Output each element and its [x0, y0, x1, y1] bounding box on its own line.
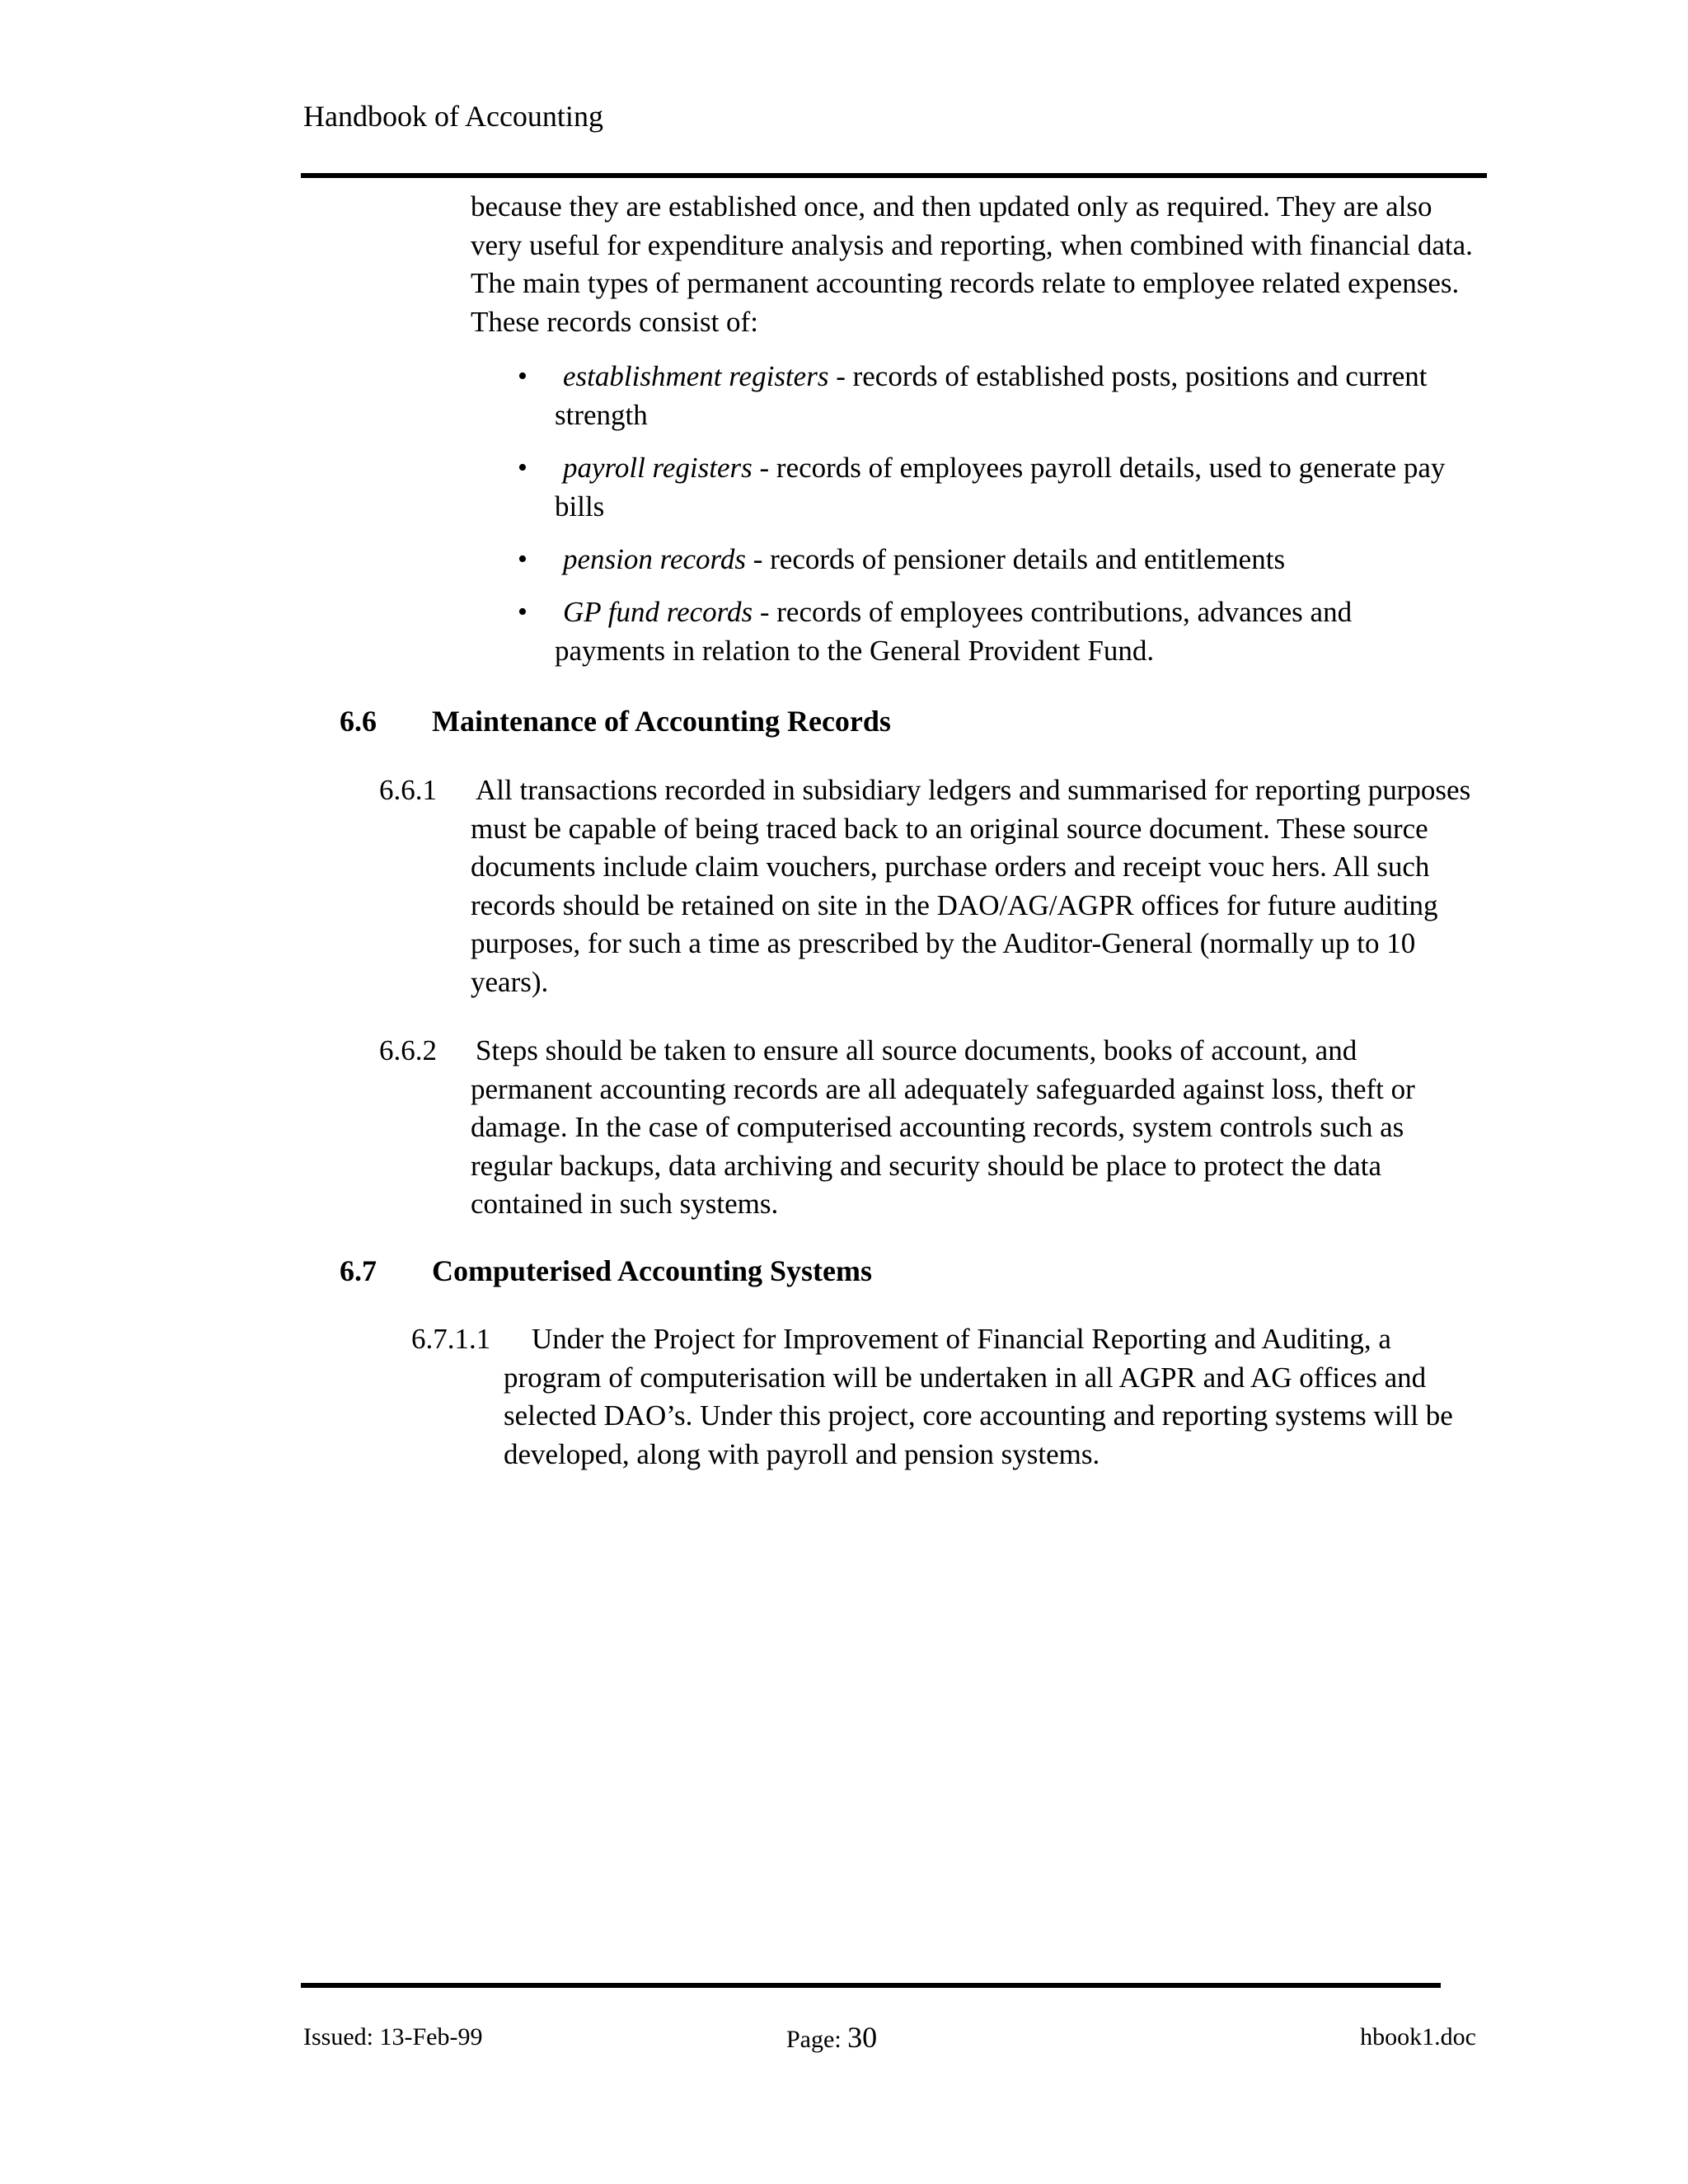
paragraph-line: permanent accounting records are all adequately safeguarded against loss, theft or [471, 1072, 1415, 1105]
intro-line: The main types of permanent accounting records relate to employee related expenses. [471, 267, 1460, 300]
paragraph-line: contained in such systems. [471, 1188, 779, 1220]
bullet-first-line [563, 449, 1445, 488]
bullet-term: pension records [563, 543, 746, 575]
bullet-term: establishment registers [563, 360, 829, 392]
footer-page-number [786, 2021, 877, 2056]
bullet-term: GP fund records [563, 596, 753, 628]
intro-line: very useful for expenditure analysis and reporting, when combined with financial data. [471, 228, 1473, 261]
bullet-text: - records of pensioner details and entitlements [745, 543, 1286, 575]
paragraph-number: 6.6.1 [379, 774, 437, 806]
bullet-icon: • [518, 361, 528, 391]
page-number: 30 [847, 2021, 878, 2054]
paragraph-line: documents include claim vouchers, purchase orders and receipt vouc hers. All such [471, 851, 1430, 883]
bullet-icon: • [518, 452, 528, 483]
paragraph-line: selected DAO’s. Under this project, core accounting and reporting systems will be [504, 1399, 1453, 1432]
paragraph-number: 6.7.1.1 [411, 1323, 491, 1355]
paragraph-line: records should be retained on site in the DAO/AG/AGPR offices for future auditing [471, 888, 1438, 921]
section-number: 6.6 [340, 705, 377, 738]
footer-divider [301, 1983, 1441, 1988]
paragraph-line: Under the Project for Improvement of Financial Reporting and Auditing, a [532, 1323, 1391, 1355]
intro-line: because they are established once, and then updated only as required. They are also [471, 190, 1432, 223]
paragraph-line: years). [471, 965, 549, 998]
intro-line: These records consist of: [471, 306, 758, 339]
bullet-first-line [563, 593, 1352, 632]
header-divider [301, 173, 1487, 178]
page-header-title: Handbook of Accounting [303, 100, 603, 133]
bullet-text: - records of employees payroll details, used to generate pay [752, 452, 1446, 484]
bullet-text: - records of established posts, positions and current [828, 360, 1428, 392]
paragraph-line: program of computerisation will be undertaken in all AGPR and AG offices and [504, 1361, 1427, 1394]
bullet-icon: • [518, 597, 528, 627]
bullet-term: payroll registers [563, 452, 753, 484]
bullet-icon: • [518, 544, 528, 574]
bullet-text: - records of employees contributions, advances and [753, 596, 1353, 628]
paragraph-line: purposes, for such a time as prescribed by the Auditor-General (normally up to 10 [471, 927, 1416, 959]
paragraph-line: All transactions recorded in subsidiary ledgers and summarised for reporting purposes [476, 774, 1471, 806]
section-number: 6.7 [340, 1254, 377, 1287]
paragraph-line: developed, along with payroll and pension systems. [504, 1437, 1100, 1470]
bullet-continuation: bills [555, 490, 605, 523]
section-title: Computerised Accounting Systems [432, 1254, 873, 1287]
paragraph-line: Steps should be taken to ensure all source documents, books of account, and [476, 1034, 1357, 1066]
paragraph-number: 6.6.2 [379, 1034, 437, 1066]
section-title: Maintenance of Accounting Records [432, 705, 891, 738]
paragraph-line: regular backups, data archiving and security should be place to protect the data [471, 1149, 1381, 1182]
page-label: Page: [786, 2026, 848, 2053]
paragraph-line: damage. In the case of computerised accounting records, system controls such as [471, 1111, 1404, 1143]
bullet-first-line [563, 541, 1285, 579]
intro-paragraph [471, 188, 1473, 342]
paragraph-line: must be capable of being traced back to an original source document. These source [471, 812, 1428, 845]
bullet-continuation: payments in relation to the General Provident Fund. [555, 634, 1155, 667]
bullet-first-line [563, 358, 1428, 396]
footer-filename: hbook1.doc [1360, 2023, 1476, 2050]
bullet-continuation: strength [555, 398, 648, 431]
footer-issued-date: Issued: 13-Feb-99 [303, 2023, 483, 2050]
